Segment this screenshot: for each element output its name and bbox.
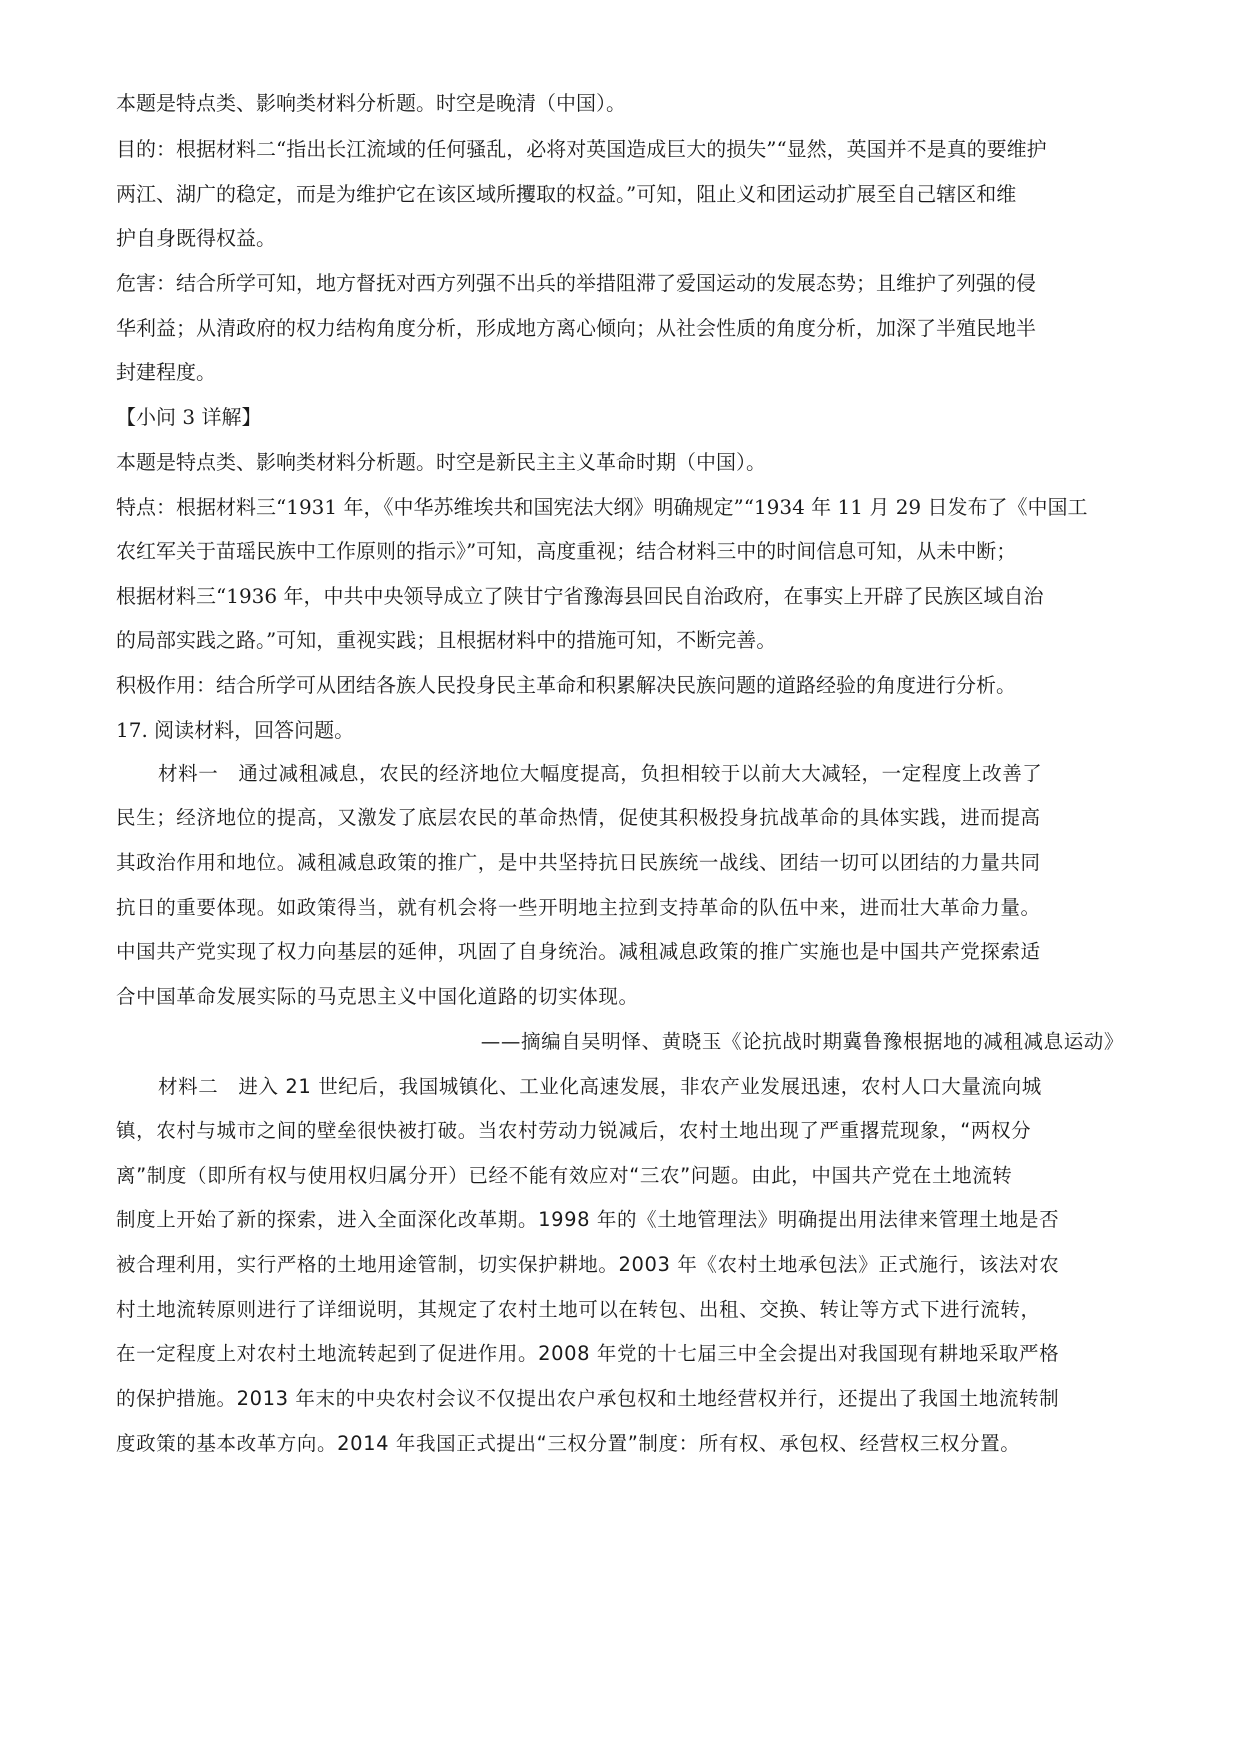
- material-line: 度政策的基本改革方向。2014 年我国正式提出“三权分置”制度：所有权、承包权、经营权三权分置。: [116, 1432, 1021, 1455]
- text-line: 本题是特点类、影响类材料分析题。时空是新民主主义革命时期（中国）。: [116, 450, 766, 474]
- text-line: 危害：结合所学可知，地方督抚对西方列强不出兵的举措阻滞了爱国运动的发展态势；且维护了列强的侵: [116, 271, 1036, 295]
- text-line: 封建程度。: [116, 360, 216, 384]
- material-line: 其政治作用和地位。减租减息政策的推广，是中共坚持抗日民族统一战线、团结一切可以团结的力量共同: [116, 851, 1041, 874]
- text-line: 护自身既得权益。: [116, 226, 276, 250]
- material-line: 的保护措施。2013 年末的中央农村会议不仅提出农户承包权和土地经营权并行，还提出了我国土地流转制: [116, 1387, 1060, 1410]
- material-line: 离”制度（即所有权与使用权归属分开）已经不能有效应对“三农”问题。由此，中国共产党在土地流转: [116, 1164, 1013, 1187]
- material-line: 被合理利用，实行严格的土地用途管制，切实保护耕地。2003 年《农村土地承包法》正式施行，该法对农: [116, 1253, 1060, 1276]
- material-line: 中国共产党实现了权力向基层的延伸，巩固了自身统治。减租减息政策的推广实施也是中国共产党探索适: [116, 940, 1041, 963]
- material-line: 民生；经济地位的提高，又激发了底层农民的革命热情，促使其积极投身抗战革命的具体实践，进而提高: [116, 806, 1041, 829]
- material-line: 在一定程度上对农村土地流转起到了促进作用。2008 年党的十七届三中全会提出对我国现有耕地采取严格: [116, 1342, 1060, 1365]
- text-line: 的局部实践之路。”可知，重视实践；且根据材料中的措施可知，不断完善。: [116, 628, 777, 652]
- material-line: 抗日的重要体现。如政策得当，就有机会将一些开明地主拉到支持革命的队伍中来，进而壮大革命力量。: [116, 896, 1041, 919]
- text-line: 本题是特点类、影响类材料分析题。时空是晚清（中国）。: [116, 91, 626, 115]
- text-line: 积极作用：结合所学可从团结各族人民投身民主革命和积累解决民族问题的道路经验的角度进行分析。: [116, 673, 1016, 697]
- material-line: 合中国革命发展实际的马克思主义中国化道路的切实体现。: [116, 985, 639, 1008]
- material-citation: ——摘编自吴明怿、黄晓玉《论抗战时期冀鲁豫根据地的减租减息运动》: [480, 1030, 1124, 1053]
- text-line: 华利益；从清政府的权力结构角度分析，形成地方离心倾向；从社会性质的角度分析，加深了半殖民地半: [116, 316, 1036, 340]
- material-line: 材料一 通过减租减息，农民的经济地位大幅度提高，负担相较于以前大大减轻，一定程度上改善了: [158, 762, 1043, 785]
- material-line: 镇，农村与城市之间的壁垒很快被打破。当农村劳动力锐减后，农村土地出现了严重撂荒现象，“两权分: [116, 1119, 1032, 1142]
- text-line: 两江、湖广的稳定，而是为维护它在该区域所攫取的权益。”可知，阻止义和团运动扩展至自己辖区和维: [116, 182, 1017, 206]
- material-line: 制度上开始了新的探索，进入全面深化改革期。1998 年的《土地管理法》明确提出用法律来管理土地是否: [116, 1208, 1060, 1231]
- question-heading: 17. 阅读材料，回答问题。: [116, 718, 355, 742]
- section-heading: 【小问 3 详解】: [116, 405, 262, 429]
- text-line: 农红军关于苗瑶民族中工作原则的指示》”可知，高度重视；结合材料三中的时间信息可知，从未中断；: [116, 539, 1017, 563]
- text-line: 根据材料三“1936 年，中共中央领导成立了陕甘宁省豫海县回民自治政府，在事实上开辟了民族区域自治: [116, 584, 1044, 608]
- material-line: 村土地流转原则进行了详细说明，其规定了农村土地可以在转包、出租、交换、转让等方式下进行流转，: [116, 1298, 1041, 1321]
- material-line: 材料二 进入 21 世纪后，我国城镇化、工业化高速发展，非农产业发展迅速，农村人口大量流向城: [158, 1075, 1042, 1098]
- text-line: 特点：根据材料三“1931 年，《中华苏维埃共和国宪法大纲》明确规定”“1934 年 11 月 29 日发布了《中国工: [116, 495, 1088, 519]
- text-line: 目的：根据材料二“指出长江流域的任何骚乱，必将对英国造成巨大的损失”“显然，英国并不是真的要维护: [116, 137, 1047, 161]
